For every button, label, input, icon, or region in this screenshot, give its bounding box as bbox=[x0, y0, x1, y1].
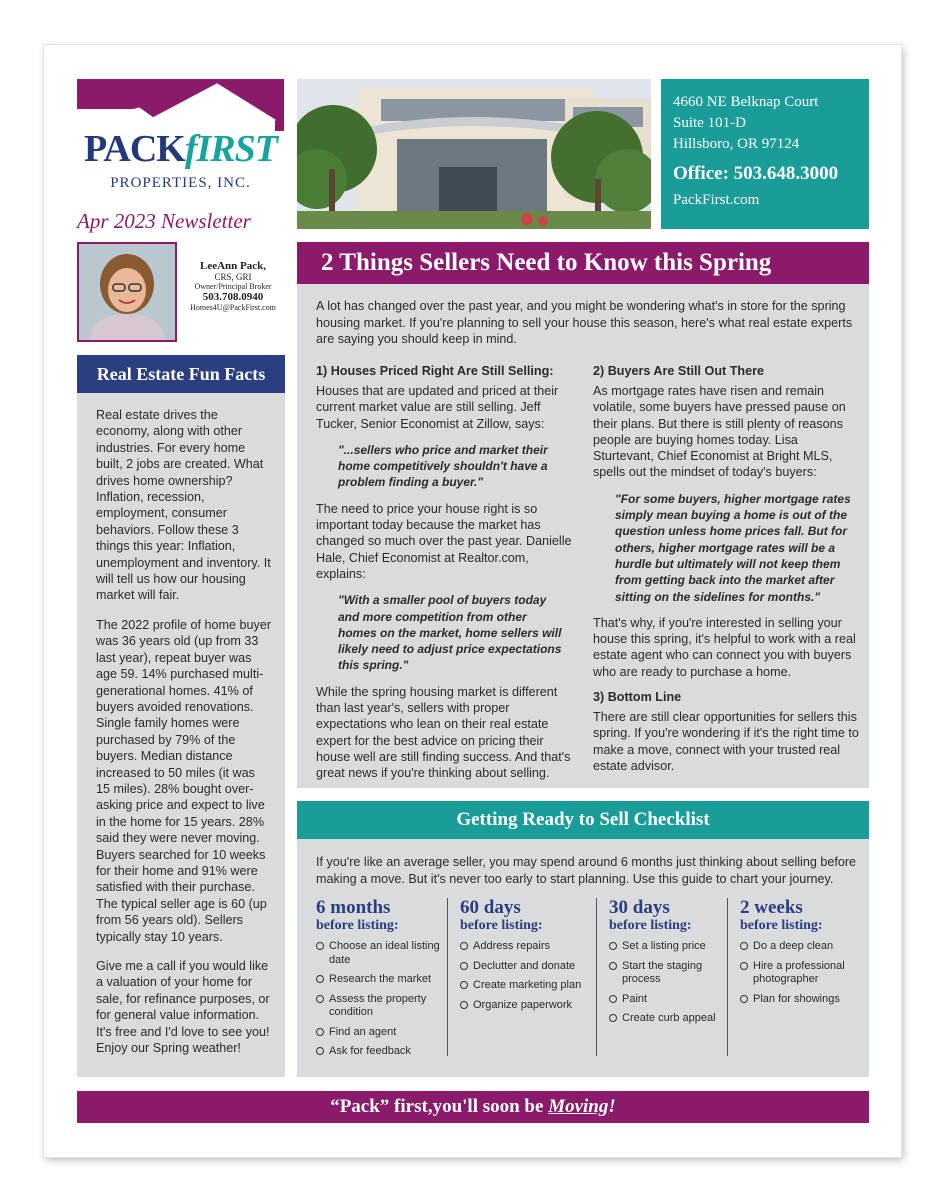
address-line-2: Suite 101-D bbox=[673, 115, 746, 131]
timeline-subtitle: before listing: bbox=[740, 918, 823, 933]
checkbox-circle-icon[interactable] bbox=[609, 962, 617, 970]
checkbox-circle-icon[interactable] bbox=[316, 995, 324, 1003]
checkbox-circle-icon[interactable] bbox=[609, 942, 617, 950]
checkbox-circle-icon[interactable] bbox=[316, 1028, 324, 1036]
tagline-text: “Pack” first,you'll soon be bbox=[330, 1096, 549, 1117]
checklist-item[interactable]: Create curb appeal bbox=[609, 1012, 726, 1026]
section-1-paragraph-1: Houses that are updated and priced at their current market value are still selling. Jeff Tucker, Senior Economist at Zillow, says: bbox=[316, 384, 559, 431]
checkbox-circle-icon[interactable] bbox=[460, 942, 468, 950]
checklist-panel bbox=[297, 801, 869, 1077]
timeline-subtitle: before listing: bbox=[609, 918, 692, 933]
section-1-heading: 1) Houses Priced Right Are Still Selling: bbox=[316, 364, 554, 378]
section-3-heading: 3) Bottom Line bbox=[593, 690, 682, 705]
checklist-intro: If you're like an average seller, you may spend around 6 months just thinking about selling before making a move. But it's never too early to start planning. Use this guide to chart your journey. bbox=[316, 855, 857, 886]
checklist-item[interactable]: Ask for feedback bbox=[316, 1045, 446, 1059]
checkbox-circle-icon[interactable] bbox=[460, 1001, 468, 1009]
checklist-item[interactable]: Find an agent bbox=[316, 1026, 446, 1040]
checklist-item[interactable]: Create marketing plan bbox=[460, 979, 595, 993]
checkbox-circle-icon[interactable] bbox=[316, 1047, 324, 1055]
section-2-paragraph-2: That's why, if you're interested in selling your house this spring, it's helpful to work with a real estate agent who can connect you with buyers who are ready to purchase a home. bbox=[593, 615, 856, 679]
article-column-1 bbox=[316, 364, 574, 792]
section-1-quote-2: "With a smaller pool of buyers today and more competition from other homes on the market, home sellers will likely need to adjust price expectations this spring." bbox=[338, 593, 562, 673]
agent-role: Owner/Principal Broker bbox=[194, 282, 272, 291]
timeline-period: 30 days bbox=[609, 897, 670, 918]
address-line-3: Hillsboro, OR 97124 bbox=[673, 136, 800, 152]
fun-facts-paragraph-2: The 2022 profile of home buyer was 36 years old (up from 33 last year), repeat buyer was age 59. 14% purchased multi-generational homes. 41% of buyers avoided renovations. Single family homes were purchased by 79% of the buyers. Median distance increased to 50 miles (it was 15 miles). 28% bought over-asking price and expect to live in the home for 15 years. 28% said they were never moving. Buyers searched for 10 weeks for their home and 91% were satisfied with their purchase. The typical seller age is 60 (up from 56 years old). Sellers typically stay 10 years. bbox=[96, 617, 272, 944]
timeline-column bbox=[316, 898, 446, 1065]
address-line-1: 4660 NE Belknap Court bbox=[673, 94, 819, 110]
newsletter-page bbox=[44, 45, 901, 1157]
checklist-item[interactable]: Plan for showings bbox=[740, 993, 867, 1007]
checklist-item[interactable]: Start the staging process bbox=[609, 960, 726, 987]
fun-facts-paragraph-1: Real estate drives the economy, along with other industries. For every home built, 2 jobs are created. What drives home ownership? Inflation, recession, employment, consumer behaviors. Follow these 3 things this year: Inflation, unemployment and inventory. It will tell us how our housing market will fair. bbox=[96, 408, 271, 603]
section-1-quote-1: "...sellers who price and market their home competitively shouldn't have a problem finding a buyer." bbox=[338, 442, 548, 490]
newsletter-title: Apr 2023 Newsletter bbox=[77, 209, 251, 233]
timeline-period: 6 months bbox=[316, 897, 391, 918]
checklist-item[interactable]: Set a listing price bbox=[609, 940, 726, 954]
timeline-subtitle: before listing: bbox=[460, 918, 543, 933]
checklist-item[interactable]: Declutter and donate bbox=[460, 960, 595, 974]
article-column-2-content bbox=[593, 364, 861, 784]
checkbox-circle-icon[interactable] bbox=[740, 942, 748, 950]
checklist-item[interactable]: Assess the property condition bbox=[316, 993, 446, 1020]
timeline-subtitle: before listing: bbox=[316, 918, 399, 933]
checklist-item[interactable]: Research the market bbox=[316, 973, 446, 987]
main-article bbox=[297, 242, 869, 788]
fun-facts-title: Real Estate Fun Facts bbox=[77, 355, 285, 393]
section-2-quote: "For some buyers, higher mortgage rates simply mean buying a home is out of the question unless home prices fall. But for others, higher mortgage rates will be a hurdle but ultimately will not keep them from getting back into the market after sitting on the sidelines for months." bbox=[615, 491, 851, 604]
article-title: 2 Things Sellers Need to Know this Spring bbox=[297, 242, 869, 284]
checklist-item[interactable]: Choose an ideal listing date bbox=[316, 940, 446, 967]
tagline-end: ! bbox=[608, 1096, 616, 1117]
section-1-paragraph-3: While the spring housing market is different than last year's, sellers with proper expectations who lean on their real estate expert for the best advice on pricing their house well are still finding success. And that's great news if you're thinking about selling. bbox=[316, 684, 571, 781]
tagline-moving: Moving bbox=[548, 1096, 609, 1117]
logo-wordmark: PACKfIRST bbox=[84, 128, 277, 170]
timeline-column bbox=[727, 898, 867, 1056]
checklist-item[interactable]: Organize paperwork bbox=[460, 999, 595, 1013]
checkbox-circle-icon[interactable] bbox=[609, 995, 617, 1003]
checkbox-circle-icon[interactable] bbox=[316, 942, 324, 950]
timeline-period: 60 days bbox=[460, 897, 521, 918]
agent-credentials: CRS, GRI bbox=[214, 272, 252, 282]
fun-facts-paragraph-3: Give me a call if you would like a valuation of your home for sale, for refinance purposes, or for general value information. It's free and I'd love to see you! Enjoy our Spring weather! bbox=[96, 959, 270, 1056]
contact-box bbox=[661, 79, 869, 229]
footer-tagline bbox=[77, 1091, 869, 1123]
section-3-paragraph: There are still clear opportunities for sellers this spring. If you're wondering if it's the right time to make a move, connect with your trusted real estate advisor. bbox=[593, 710, 859, 773]
checkbox-circle-icon[interactable] bbox=[460, 962, 468, 970]
timeline-column bbox=[447, 898, 595, 1056]
checklist-item[interactable]: Address repairs bbox=[460, 940, 595, 954]
agent-email[interactable]: Homes4U@PackFirst.com bbox=[190, 303, 276, 312]
checkbox-circle-icon[interactable] bbox=[609, 1014, 617, 1022]
checkbox-circle-icon[interactable] bbox=[316, 975, 324, 983]
checkbox-circle-icon[interactable] bbox=[460, 981, 468, 989]
section-2-heading: 2) Buyers Are Still Out There bbox=[593, 364, 764, 378]
checklist-item[interactable]: Do a deep clean bbox=[740, 940, 867, 954]
timeline-column bbox=[596, 898, 726, 1056]
timeline-period: 2 weeks bbox=[740, 897, 803, 918]
office-phone: Office: 503.648.3000 bbox=[673, 163, 839, 184]
checklist-title: Getting Ready to Sell Checklist bbox=[297, 801, 869, 839]
website-link[interactable]: PackFirst.com bbox=[673, 192, 760, 208]
section-2-paragraph-1: As mortgage rates have risen and remain volatile, some buyers have pressed pause on their plans. But there is still plenty of reasons people are buying homes today. Lisa Sturtevant, Chief Economist at Bright MLS, spells out the mindset of today's buyers: bbox=[593, 384, 846, 480]
article-intro: A lot has changed over the past year, and you might be wondering what's in store for the spring housing market. If you're planning to sell your house this season, here's what real estate experts are saying you should keep in mind. bbox=[316, 299, 853, 346]
checklist-item[interactable]: Paint bbox=[609, 993, 726, 1007]
agent-phone: 503.708.0940 bbox=[202, 291, 264, 303]
logo-subtitle: PROPERTIES, INC. bbox=[110, 175, 251, 191]
roof-logo-icon bbox=[77, 79, 284, 131]
agent-photo bbox=[77, 242, 177, 342]
agent-info bbox=[181, 260, 285, 312]
checklist-item[interactable]: Hire a professional photographer bbox=[740, 960, 867, 987]
checkbox-circle-icon[interactable] bbox=[740, 995, 748, 1003]
section-1-paragraph-2: The need to price your house right is so important today because the market has changed so much over the past year. Danielle Hale, Chief Economist at Realtor.com, explains: bbox=[316, 501, 572, 581]
building-photo bbox=[297, 79, 651, 229]
agent-name: LeeAnn Pack, bbox=[200, 260, 266, 272]
fun-facts-panel bbox=[77, 355, 285, 1077]
checkbox-circle-icon[interactable] bbox=[740, 962, 748, 970]
